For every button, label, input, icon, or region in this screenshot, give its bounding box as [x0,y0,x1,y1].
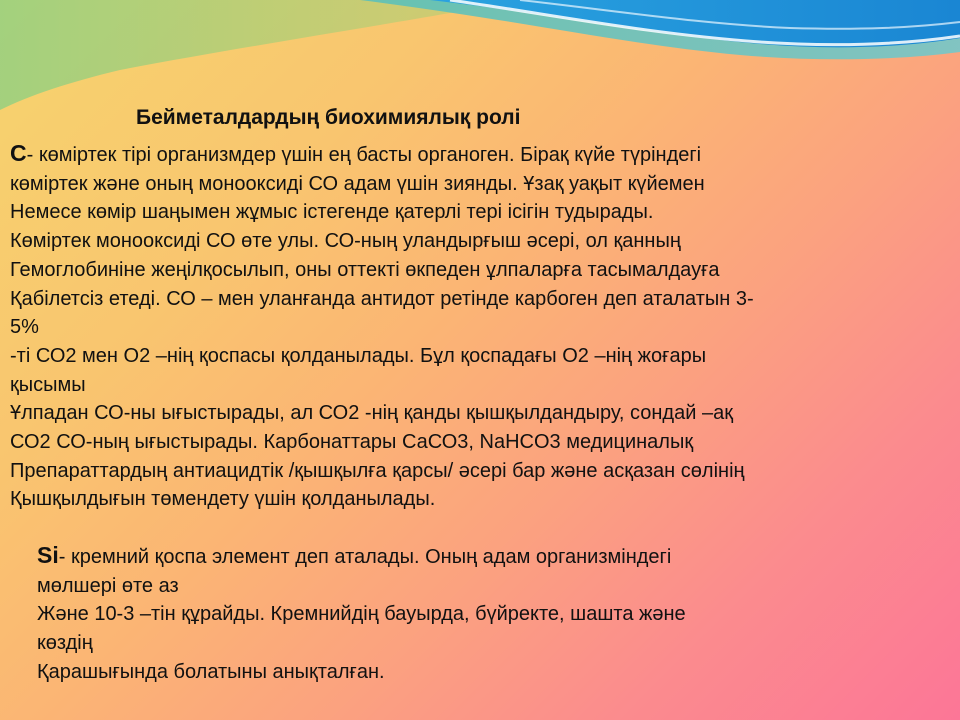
carbon-line-5: Гемоглобиніне жеңілқосылып, оны оттекті өкпеден ұлпаларға тасымалдауға [10,258,720,281]
carbon-line-3: Немесе көмір шаңымен жұмыс істегенде қатерлі тері ісігін тудырады. [10,201,654,224]
carbon-symbol: C [10,140,27,166]
carbon-line-10: Ұлпадан СО-ны ығыстырады, ал СО2 -нің қанды қышқылдандыру, сондай –ақ [10,402,733,425]
carbon-line-13: Қышқылдығын төмендету үшін қолданылады. [10,488,436,511]
carbon-line-2: көміртек және оның монооксиді СО адам үшін зиянды. Ұзақ уақыт күйемен [10,172,705,195]
carbon-line-12: Препараттардың антиацидтік /қышқылға қарсы/ әсері бар және асқазан сөлінің [10,459,745,482]
carbon-line-8: -ті СО2 мен О2 –нің қоспасы қолданылады. Бұл қоспадағы О2 –нің жоғары [10,344,707,367]
carbon-paragraph [10,139,950,514]
slide-title: Бейметалдардың биохимиялық ролі [136,106,521,129]
silicon-line-4: көздің [37,632,93,655]
carbon-line-1: C- көміртек тірі организмдер үшін ең басты органоген. Бірақ күйе түріндегі [10,140,702,166]
carbon-line-6: Қабілетсіз етеді. СО – мен уланғанда антидот ретінде карбоген деп аталатын 3- [10,287,754,310]
carbon-line-11: СО2 СО-ның ығыстырады. Карбонаттары СаСО3, NaHCO3 медициналық [10,431,694,454]
carbon-line-4: Көміртек монооксиді СО өте улы. СО-ның уландырғыш әсері, ол қанның [10,230,681,253]
silicon-paragraph [37,541,937,687]
silicon-symbol: Si [37,542,59,568]
silicon-line-5: Қарашығында болатыны анықталған. [37,660,385,683]
silicon-line-2: мөлшері өте аз [37,574,179,597]
carbon-line-9: қысымы [10,373,86,396]
silicon-line-3: Және 10-3 –тін құрайды. Кремнийдің бауырда, бүйректе, шашта және [37,603,686,626]
silicon-line-1: Si- кремний қоспа элемент деп аталады. Оның адам организміндегі [37,542,672,568]
carbon-line-7: 5% [10,316,39,339]
